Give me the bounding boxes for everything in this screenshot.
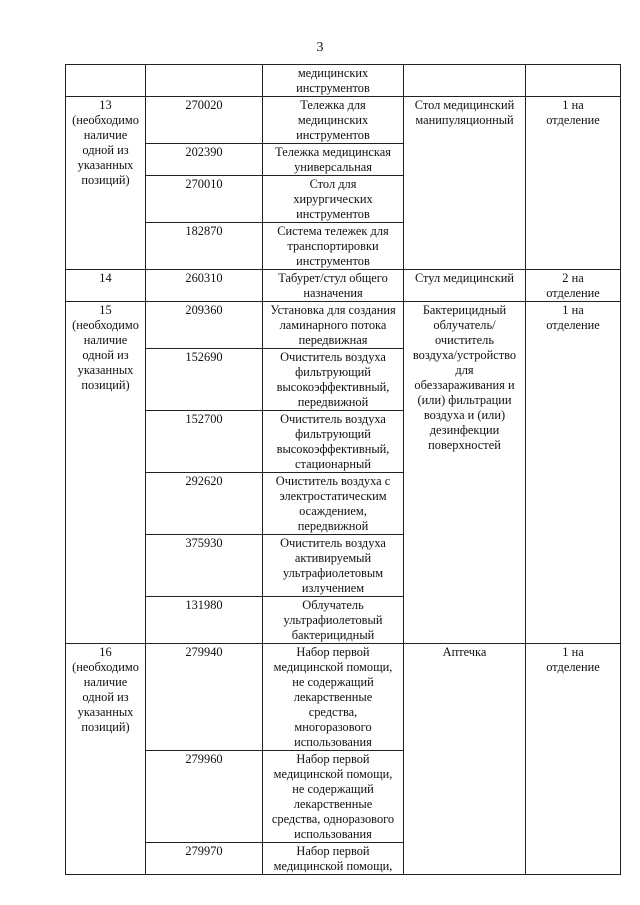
quantity-cell <box>526 65 621 97</box>
code-cell: 279940 <box>146 644 263 751</box>
position-cell <box>66 65 146 97</box>
item-name-cell: Система тележек для транспортировки инструментов <box>263 223 404 270</box>
quantity-cell: 1 на отделение <box>526 97 621 270</box>
code-cell: 292620 <box>146 473 263 535</box>
position-cell: 15 (необходимо наличие одной из указанных позиций) <box>66 302 146 644</box>
code-cell: 209360 <box>146 302 263 349</box>
item-name-cell: медицинских инструментов <box>263 65 404 97</box>
item-name-cell: Набор первой медицинской помощи, не содержащий лекарственные средства, одноразового использования <box>263 751 404 843</box>
item-name-cell: Облучатель ультрафиолетовый бактерицидный <box>263 597 404 644</box>
equipment-cell: Стул медицинский <box>404 270 526 302</box>
table-row-continuation <box>66 65 621 97</box>
item-name-cell: Очиститель воздуха фильтрующий высокоэффективный, стационарный <box>263 411 404 473</box>
code-cell: 279960 <box>146 751 263 843</box>
position-cell: 13 (необходимо наличие одной из указанных позиций) <box>66 97 146 270</box>
code-cell: 131980 <box>146 597 263 644</box>
equipment-cell: Аптечка <box>404 644 526 875</box>
equipment-table-container <box>65 64 620 875</box>
equipment-table <box>65 64 621 875</box>
item-name-cell: Очиститель воздуха активируемый ультрафиолетовым излучением <box>263 535 404 597</box>
code-cell <box>146 65 263 97</box>
item-name-cell: Набор первой медицинской помощи, <box>263 843 404 875</box>
table-row <box>66 97 621 144</box>
position-cell: 14 <box>66 270 146 302</box>
item-name-cell: Тележка для медицинских инструментов <box>263 97 404 144</box>
code-cell: 182870 <box>146 223 263 270</box>
position-cell: 16 (необходимо наличие одной из указанных позиций) <box>66 644 146 875</box>
item-name-cell: Очиститель воздуха с электростатическим осаждением, передвижной <box>263 473 404 535</box>
item-name-cell: Тележка медицинская универсальная <box>263 144 404 176</box>
table-row <box>66 644 621 751</box>
table-row <box>66 302 621 349</box>
code-cell: 270010 <box>146 176 263 223</box>
code-cell: 202390 <box>146 144 263 176</box>
code-cell: 270020 <box>146 97 263 144</box>
quantity-cell: 2 на отделение <box>526 270 621 302</box>
code-cell: 152700 <box>146 411 263 473</box>
equipment-cell: Бактерицидный облучатель/ очиститель воздуха/устройство для обеззараживания и (или) фильтрации воздуха и (или) дезинфекции поверхностей <box>404 302 526 644</box>
code-cell: 375930 <box>146 535 263 597</box>
item-name-cell: Набор первой медицинской помощи, не содержащий лекарственные средства, многоразового использования <box>263 644 404 751</box>
table-row <box>66 270 621 302</box>
equipment-cell <box>404 65 526 97</box>
code-cell: 279970 <box>146 843 263 875</box>
quantity-cell: 1 на отделение <box>526 302 621 644</box>
item-name-cell: Стол для хирургических инструментов <box>263 176 404 223</box>
code-cell: 152690 <box>146 349 263 411</box>
page-number: 3 <box>316 40 324 55</box>
quantity-cell: 1 на отделение <box>526 644 621 875</box>
item-name-cell: Очиститель воздуха фильтрующий высокоэффективный, передвижной <box>263 349 404 411</box>
code-cell: 260310 <box>146 270 263 302</box>
item-name-cell: Табурет/стул общего назначения <box>263 270 404 302</box>
equipment-cell: Стол медицинский манипуляционный <box>404 97 526 270</box>
item-name-cell: Установка для создания ламинарного потока передвижная <box>263 302 404 349</box>
